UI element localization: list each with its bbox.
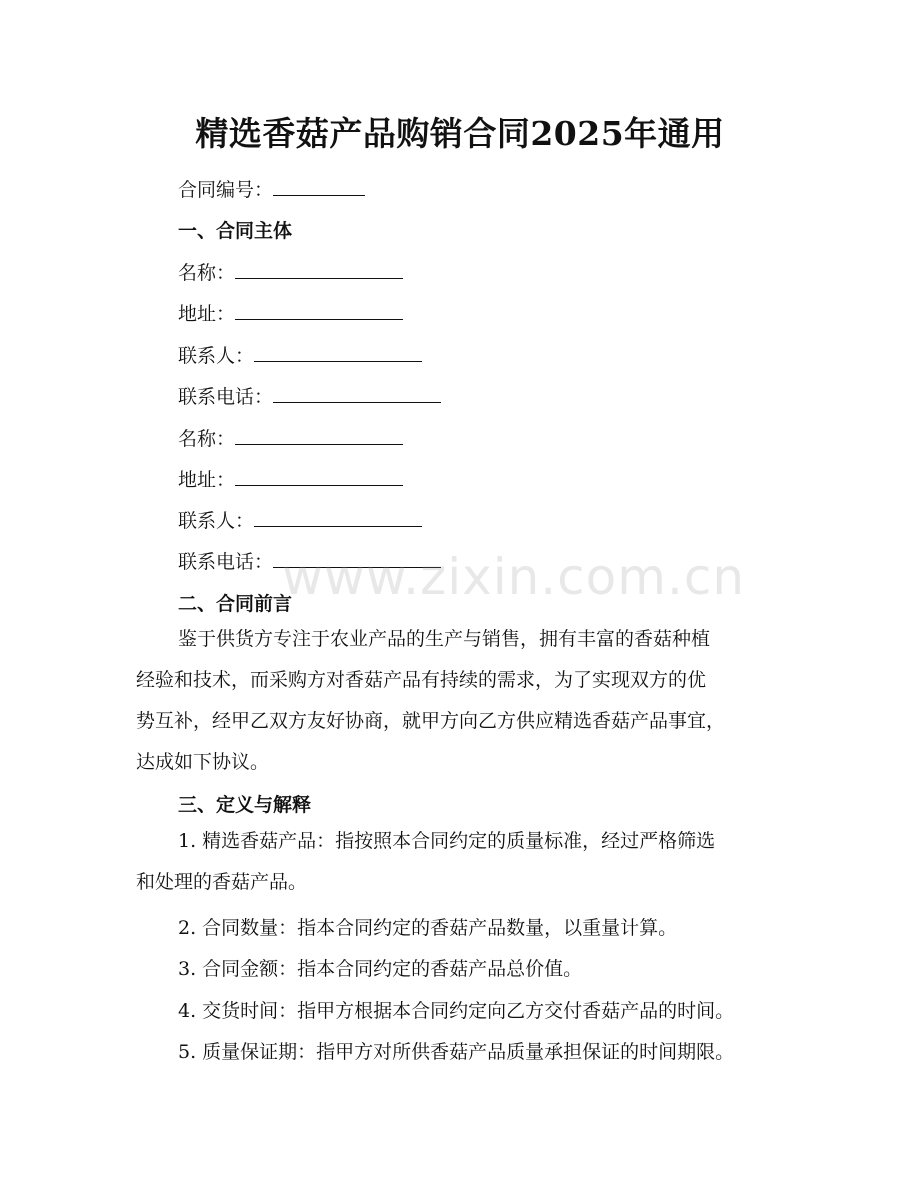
party-b-contact-line [178, 506, 422, 533]
section-3-heading: 三、定义与解释 [178, 794, 312, 816]
definition-5: 5. 质量保证期：指甲方对所供香菇产品质量承担保证的时间期限。 [178, 1041, 735, 1063]
preamble-paragraph [136, 619, 816, 783]
party-a-phone-blank [273, 384, 441, 403]
party-a-phone-line [178, 382, 441, 409]
party-a-contact-label: 联系人： [178, 345, 255, 367]
definition-1 [136, 821, 816, 903]
contract-number-line [178, 175, 365, 202]
preamble-line: 鉴于供货方专注于农业产品的生产与销售，拥有丰富的香菇种植 [178, 628, 711, 650]
party-a-address-label: 地址： [178, 303, 236, 325]
party-b-name-blank [235, 426, 403, 445]
party-a-contact-blank [254, 343, 422, 362]
party-b-contact-blank [254, 508, 422, 527]
contract-number-blank [273, 177, 365, 196]
preamble-line: 经验和技术，而采购方对香菇产品有持续的需求，为了实现双方的优 [136, 669, 707, 691]
definition-2: 2. 合同数量：指本合同约定的香菇产品数量，以重量计算。 [178, 917, 678, 939]
definition-3: 3. 合同金额：指本合同约定的香菇产品总价值。 [178, 958, 583, 980]
section-1-heading: 一、合同主体 [178, 220, 293, 242]
section-2-heading: 二、合同前言 [178, 593, 293, 615]
contract-number-label: 合同编号： [178, 179, 274, 201]
definition-1-line2: 和处理的香菇产品。 [136, 871, 308, 893]
definition-1-line1: 1. 精选香菇产品：指按照本合同约定的质量标准，经过严格筛选 [178, 830, 716, 852]
party-b-name-label: 名称： [178, 428, 236, 450]
party-b-name-line [178, 424, 403, 451]
party-b-address-label: 地址： [178, 469, 236, 491]
party-b-contact-label: 联系人： [178, 510, 255, 532]
document-title: 精选香菇产品购销合同2025年通用 [195, 114, 725, 153]
party-a-name-label: 名称： [178, 262, 236, 284]
party-b-address-blank [235, 467, 403, 486]
preamble-line: 势互补，经甲乙双方友好协商，就甲方向乙方供应精选香菇产品事宜， [136, 710, 726, 732]
party-a-name-blank [235, 260, 403, 279]
party-a-address-blank [235, 301, 403, 320]
party-b-address-line [178, 465, 403, 492]
party-a-address-line [178, 299, 403, 326]
party-a-contact-line [178, 341, 422, 368]
party-a-name-line [178, 258, 403, 285]
preamble-line: 达成如下协议。 [136, 751, 270, 773]
definition-4: 4. 交货时间：指甲方根据本合同约定向乙方交付香菇产品的时间。 [178, 1000, 735, 1022]
party-b-phone-label: 联系电话： [178, 551, 274, 573]
watermark: www.zixin.com.cn [282, 548, 746, 606]
party-a-phone-label: 联系电话： [178, 386, 274, 408]
